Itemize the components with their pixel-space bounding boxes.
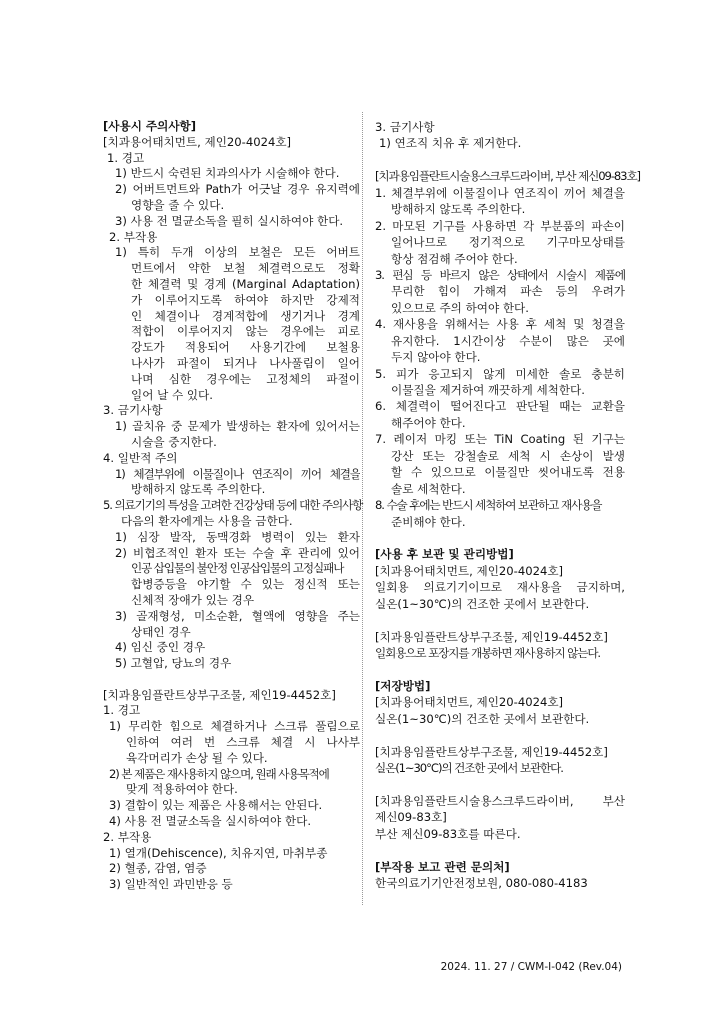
text-line: 5) 고혈압, 당뇨의 경우: [115, 656, 232, 671]
text-line: 일어나므로 정기적으로 기구마모상태를: [391, 235, 625, 250]
text-line: 나사가 파절이 되거나 나사풀림이 일어: [131, 355, 360, 370]
text-line: 강도가 적용되어 사용기간에 보철용: [131, 340, 360, 355]
text-line: 5. 의료기기의 특성을 고려한 건강상태 등에 대한 주의사항: [103, 498, 363, 513]
text-line: 1) 무리한 힘으로 체결하거나 스크류 풀림으로: [109, 719, 360, 734]
text-line: 1) 체결부위에 이물질이나 연조직이 끼어 체결을: [115, 466, 360, 481]
text-line: 먼트에서 약한 보철 체결력으로도 정확: [131, 261, 360, 276]
text-line: 2. 마모된 기구를 사용하면 각 부분품의 파손이: [375, 218, 625, 233]
section-heading: [사용시 주의사항]: [103, 119, 197, 133]
text-line: 6. 체결력이 떨어진다고 판단될 때는 교환을: [375, 399, 625, 414]
document-footer: 2024. 11. 27 / CWM-I-042 (Rev.04): [440, 961, 622, 973]
text-line: 5. 피가 응고되지 않게 미세한 솔로 충분히: [375, 366, 625, 381]
text-line: 한국의료기기안전정보원, 080-080-4183: [375, 876, 588, 891]
text-line: 8. 수술 후에는 반드시 세척하여 보관하고 재사용을: [375, 498, 602, 513]
text-line: 영향을 줄 수 있다.: [131, 197, 225, 212]
text-line: 합병증등을 야기할 수 있는 정신적 또는: [131, 577, 360, 592]
text-line: 인하여 여러 번 스크류 체결 시 나사부: [126, 735, 360, 750]
text-line: 1) 열개(Dehiscence), 치유지연, 마취부종: [109, 845, 328, 860]
section-heading: [사용 후 보관 및 관리방법]: [375, 547, 514, 562]
text-line: 준비해야 한다.: [391, 514, 466, 529]
text-line: 항상 점검해 주어야 한다.: [391, 251, 518, 266]
text-line: 한 체결력 및 경계 (Marginal Adaptation): [131, 276, 360, 291]
text-line: 일어 날 수 있다.: [131, 387, 213, 402]
text-line: 나며 심한 경우에는 고정체의 파절이: [131, 371, 360, 386]
text-line: 방해하지 않도록 주의한다.: [131, 482, 266, 497]
text-line: [치과용어태치먼트, 제인20-4024호]: [103, 134, 292, 149]
blank-line: [375, 152, 625, 168]
text-line: 두지 않아야 한다.: [391, 350, 481, 365]
text-line: 3) 결함이 있는 제품은 사용해서는 안된다.: [109, 798, 323, 813]
text-line: 방해하지 않도록 주의한다.: [391, 202, 526, 217]
text-line: 있으므로 주의 하여야 한다.: [391, 300, 529, 315]
text-line: 2) 혈종, 감염, 염증: [109, 861, 207, 876]
blank-line: [375, 727, 625, 743]
text-line: 육각머리가 손상 될 수 있다.: [126, 750, 268, 765]
text-line: 맞게 적용하여야 한다.: [126, 782, 238, 797]
text-line: 인 체결이나 경계적합에 생기거나 경계: [131, 308, 360, 323]
text-line: 인공 삽입물의 불안정 인공삽입물의 고정실패나: [131, 561, 344, 576]
text-line: 1. 경고: [103, 703, 141, 718]
text-line: 부산 제신09-83호를 따른다.: [375, 826, 521, 841]
text-line: 실온(1~30℃)의 건조한 곳에서 보관한다.: [375, 711, 590, 726]
text-line: [치과용임플란트시술용스크루드라이버, 부산 제신09-83호]: [375, 169, 640, 184]
blank-line: [375, 530, 625, 546]
left-column: [103, 119, 363, 893]
text-line: [치과용어태치먼트, 제인20-4024호]: [375, 695, 564, 710]
blank-line: [375, 842, 625, 858]
text-line: 가 이루어지도록 하여야 하지만 강제적: [131, 292, 360, 307]
text-line: [치과용임플란트상부구조물, 제인19-4452호]: [375, 744, 608, 759]
text-line: 2. 부작용: [109, 229, 158, 244]
text-line: 적합이 이루어지지 않는 경우에는 피로: [131, 324, 360, 339]
blank-line: [375, 612, 625, 628]
text-line: 솔로 세척한다.: [391, 481, 466, 496]
text-line: 7. 레이저 마킹 또는 TiN Coating 된 기구는: [375, 432, 625, 447]
text-line: 3) 일반적인 과민반응 등: [109, 877, 233, 892]
text-line: 유지한다. 1시간이상 수분이 많은 곳에: [391, 333, 625, 348]
text-line: [치과용임플란트상부구조물, 제인19-4452호]: [375, 629, 608, 644]
text-line: 4. 재사용을 위해서는 사용 후 세척 및 청결을: [375, 317, 625, 332]
text-line: 상태인 경우: [131, 624, 191, 639]
text-line: 해주어야 한다.: [391, 415, 466, 430]
text-line: 일회용 의료기기이므로 재사용을 금지하며,: [375, 580, 625, 595]
text-line: 3. 편심 등 바르지 않은 상태에서 시술시 제품에: [375, 267, 625, 282]
text-line: 2. 부작용: [103, 829, 152, 844]
text-line: 4. 일반적 주의: [103, 450, 178, 465]
text-line: 1) 특히 두개 이상의 보철은 모든 어버트: [115, 245, 360, 260]
text-line: 1. 경고: [107, 150, 145, 165]
text-line: 1) 골치유 중 문제가 발생하는 환자에 있어서는: [115, 419, 360, 434]
text-line: 2) 본 제품은 재사용하지 않으며, 원래 사용목적에: [109, 766, 329, 781]
text-line: 할 수 있으므로 이물질만 씻어내도록 전용: [391, 465, 625, 480]
text-line: 2) 어버트먼트와 Path가 어긋날 경우 유지력에: [115, 182, 360, 197]
text-line: 3) 골재형성, 미소순환, 혈액에 영향을 주는: [115, 608, 360, 623]
text-line: [치과용임플란트상부구조물, 제인19-4452호]: [103, 687, 336, 702]
text-line: 이물질을 제거하여 깨끗하게 세척한다.: [391, 383, 585, 397]
section-heading: [저장방법]: [375, 678, 431, 693]
section-heading: [부작용 보고 관련 문의처]: [375, 859, 510, 874]
text-line: 시술을 중지한다.: [131, 434, 217, 449]
text-line: 실온(1~30℃)의 건조한 곳에서 보관한다.: [375, 596, 590, 611]
text-line: 4) 임신 중인 경우: [115, 640, 206, 655]
blank-line: [375, 777, 625, 793]
text-line: 2) 비협조적인 환자 또는 수술 후 관리에 있어: [115, 545, 360, 560]
text-line: 실온(1~30℃)의 건조한 곳에서 보관한다.: [375, 761, 563, 776]
column-divider: [362, 112, 363, 905]
blank-line: [375, 661, 625, 677]
text-line: 신체적 장애가 있는 경우: [131, 592, 255, 607]
text-line: 일회용으로 포장지를 개봉하면 재사용하지 않는다.: [375, 646, 601, 660]
text-line: 3. 금기사항: [103, 403, 163, 418]
text-line: 무리한 힘이 가해져 파손 등의 우려가: [391, 284, 625, 299]
text-line: 1) 반드시 숙련된 치과의사가 시술해야 한다.: [115, 166, 340, 181]
blank-line: [103, 672, 360, 688]
text-line: 3. 금기사항: [375, 120, 435, 134]
text-line: 다음의 환자에게는 사용을 금한다.: [121, 513, 293, 528]
text-line: 1. 체결부위에 이물질이나 연조직이 끼어 체결을: [375, 185, 625, 200]
text-line: 3) 사용 전 멸균소독을 필히 실시하여야 한다.: [115, 213, 344, 228]
text-line: 4) 사용 전 멸균소독을 실시하여야 한다.: [109, 814, 312, 829]
text-line: 1) 연조직 치유 후 제거한다.: [379, 136, 522, 151]
text-line: 제신09-83호]: [375, 810, 447, 825]
right-column: [375, 119, 640, 892]
text-line: 강산 또는 강철솔로 세척 시 손상이 발생: [391, 448, 625, 463]
text-line: [치과용임플란트시술용스크루드라이버, 부산: [375, 793, 625, 808]
text-line: 1) 심장 발작, 동맥경화 병력이 있는 환자: [115, 529, 360, 544]
text-line: [치과용어태치먼트, 제인20-4024호]: [375, 563, 564, 578]
